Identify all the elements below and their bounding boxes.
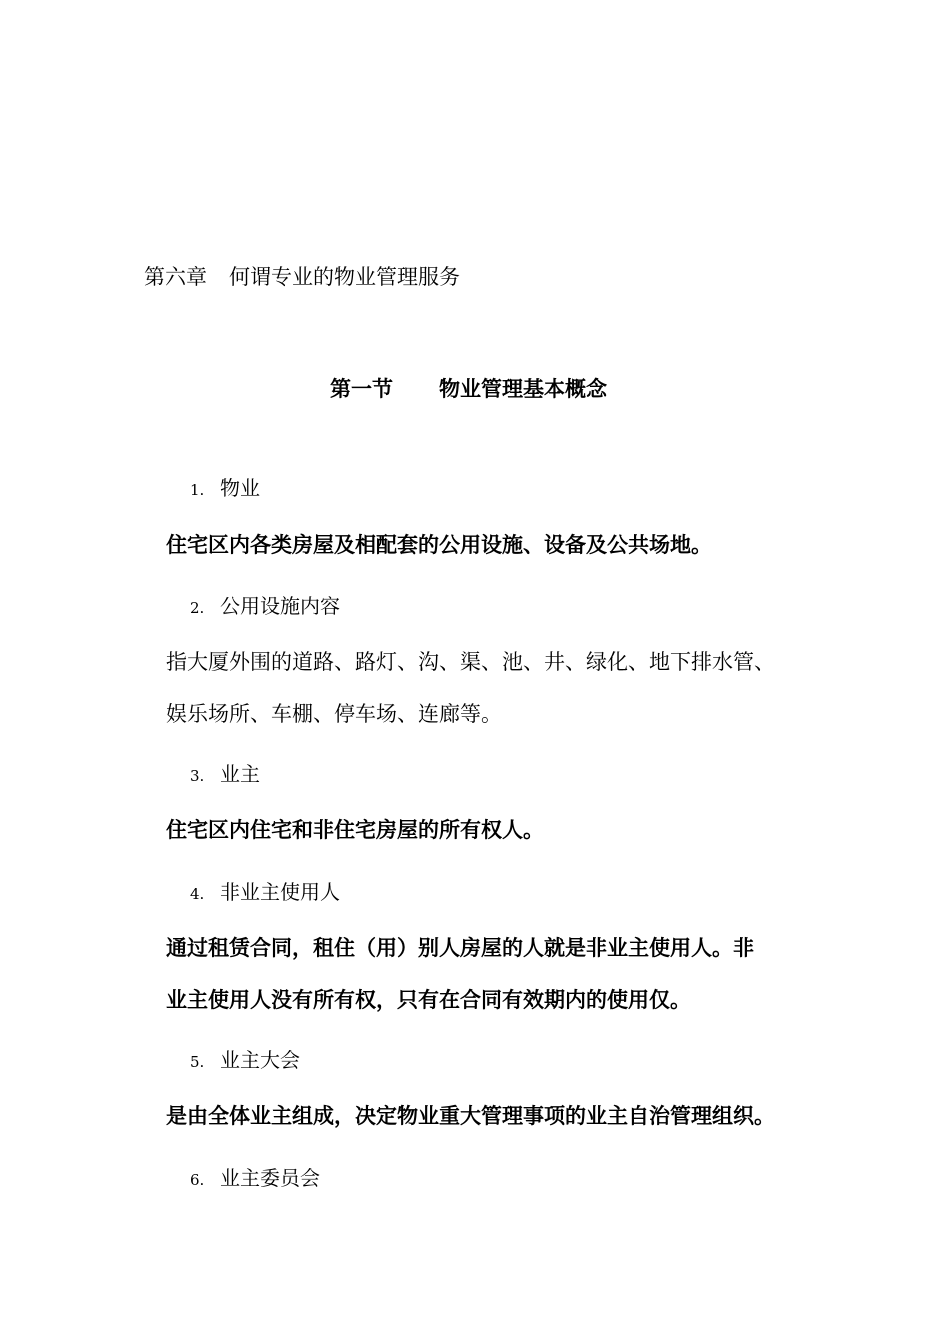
definition-line: 住宅区内各类房屋及相配套的公用设施、设备及公共场地。	[166, 533, 712, 557]
term-label: 业主委员会	[220, 1166, 320, 1190]
term-heading-2	[190, 591, 340, 623]
term-number: 1.	[190, 481, 205, 499]
chapter-number: 第六章	[144, 265, 207, 289]
term-number: 6.	[190, 1171, 205, 1189]
term-label: 物业	[220, 476, 260, 500]
section-heading	[330, 374, 607, 404]
chapter-title: 何谓专业的物业管理服务	[229, 265, 460, 289]
definition-line: 通过租赁合同，租住（用）别人房屋的人就是非业主使用人。非	[166, 936, 754, 960]
term-label: 公用设施内容	[220, 594, 340, 618]
definition-3	[166, 804, 846, 856]
definition-line: 指大厦外围的道路、路灯、沟、渠、池、井、绿化、地下排水管、	[166, 650, 775, 674]
definition-line: 娱乐场所、车棚、停车场、连廊等。	[166, 702, 502, 726]
term-heading-4	[190, 877, 340, 909]
chapter-heading	[144, 262, 460, 292]
term-label: 业主大会	[220, 1048, 300, 1072]
term-heading-5	[190, 1045, 300, 1077]
term-heading-3	[190, 759, 260, 791]
definition-line: 是由全体业主组成，决定物业重大管理事项的业主自治管理组织。	[166, 1104, 775, 1128]
term-heading-6	[190, 1163, 320, 1195]
definition-2	[166, 636, 846, 740]
term-number: 5.	[190, 1053, 205, 1071]
term-heading-1	[190, 473, 260, 505]
definition-5	[166, 1090, 846, 1142]
definition-4	[166, 922, 846, 1026]
definition-line: 业主使用人没有所有权，只有在合同有效期内的使用仅。	[166, 988, 691, 1012]
term-number: 2.	[190, 599, 205, 617]
definition-line: 住宅区内住宅和非住宅房屋的所有权人。	[166, 818, 544, 842]
section-title: 物业管理基本概念	[439, 377, 607, 401]
term-number: 3.	[190, 767, 205, 785]
term-label: 非业主使用人	[220, 880, 340, 904]
term-number: 4.	[190, 885, 205, 903]
definition-1	[166, 519, 846, 571]
term-label: 业主	[220, 762, 260, 786]
section-number: 第一节	[330, 377, 393, 401]
